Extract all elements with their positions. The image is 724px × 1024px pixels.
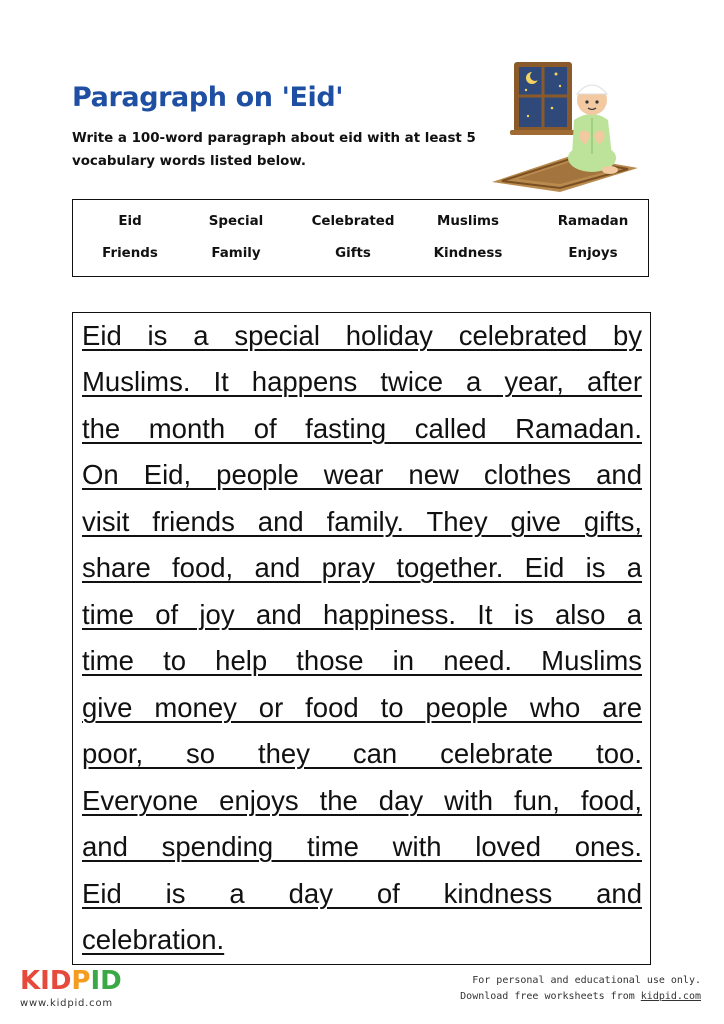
vocab-word: Friends	[102, 246, 158, 261]
instructions	[72, 127, 476, 173]
logo-part-p: P	[71, 966, 91, 996]
download-note	[401, 991, 701, 1002]
instructions-line-2: vocabulary words listed below.	[72, 154, 306, 169]
paragraph-line: and spending time with loved ones.	[82, 831, 642, 862]
logo-part-kid: KID	[20, 966, 72, 996]
paragraph-line: poor, so they can celebrate too.	[82, 738, 642, 769]
vocab-word: Gifts	[335, 246, 371, 261]
download-note-text: Download free worksheets from	[460, 991, 641, 1002]
vocab-word: Muslims	[437, 214, 499, 229]
paragraph-line: On Eid, people wear new clothes and	[82, 459, 642, 490]
paragraph-line: celebration.	[82, 924, 225, 955]
paragraph-line: time of joy and happiness. It is also a	[82, 599, 642, 630]
vocab-word: Ramadan	[557, 214, 629, 229]
boy-praying-on-mat-icon	[488, 58, 644, 194]
website-url[interactable]: www.kidpid.com	[20, 998, 113, 1009]
vocab-word: Special	[208, 214, 264, 229]
paragraph-line: the month of fasting called Ramadan.	[82, 413, 642, 444]
paragraph-line: time to help those in need. Muslims	[82, 645, 642, 676]
worksheet-title: Paragraph on 'Eid'	[72, 82, 344, 113]
vocab-word: Eid	[118, 214, 142, 229]
paragraph-line: visit friends and family. They give gifts,	[82, 506, 642, 537]
paragraph-box	[72, 312, 651, 965]
vocab-word: Family	[211, 246, 261, 261]
vocab-word: Kindness	[433, 246, 503, 261]
logo-part-id: ID	[90, 966, 122, 996]
instructions-line-1: Write a 100-word paragraph about eid with at least 5	[72, 131, 476, 146]
paragraph-line: Everyone enjoys the day with fun, food,	[82, 785, 642, 816]
vocab-word: Celebrated	[311, 214, 395, 229]
paragraph-line: Muslims. It happens twice a year, after	[82, 366, 642, 397]
paragraph-line: Eid is a special holiday celebrated by	[82, 320, 642, 351]
kidpid-logo[interactable]	[20, 966, 122, 996]
kidpid-link[interactable]: kidpid.com	[640, 991, 701, 1002]
vocabulary-box	[72, 199, 649, 277]
paragraph-line: give money or food to people who are	[82, 692, 642, 723]
paragraph-line: Eid is a day of kindness and	[82, 878, 642, 909]
paragraph-line: share food, and pray together. Eid is a	[82, 552, 642, 583]
usage-note: For personal and educational use only.	[472, 975, 701, 986]
vocab-word: Enjoys	[568, 246, 618, 261]
